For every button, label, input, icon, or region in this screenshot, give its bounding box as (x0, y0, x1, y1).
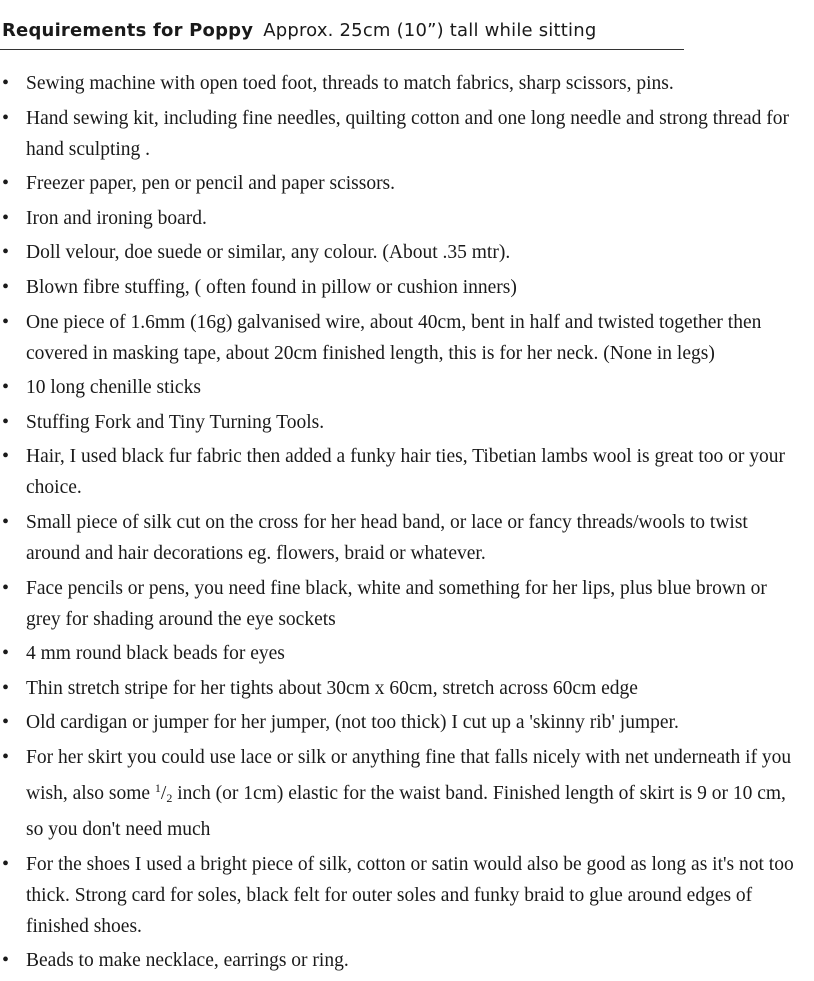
list-item: • 4 mm round black beads for eyes (0, 638, 800, 669)
list-item: • Thin stretch stripe for her tights about 30cm x 60cm, stretch across 60cm edge (0, 673, 800, 704)
list-item: • Stuffing Fork and Tiny Turning Tools. (0, 407, 800, 438)
list-item: • For the shoes I used a bright piece of silk, cotton or satin would also be good as long as it's not too thick. Strong card for soles, black felt for outer soles and funky braid to glue around edges of finished shoes. (0, 849, 800, 942)
list-item-skirt (0, 742, 800, 845)
heading-subtitle: Approx. 25cm (10”) tall while sitting (263, 20, 597, 41)
list-item: • Hair, I used black fur fabric then added a funky hair ties, Tibetian lambs wool is great too or your choice. (0, 441, 800, 503)
half-fraction: $^1/_2$ (154, 780, 173, 805)
requirements-list (0, 68, 800, 980)
list-item: • Sewing machine with open toed foot, threads to match fabrics, sharp scissors, pins. (0, 68, 800, 99)
fraction-denominator: 2 (166, 790, 173, 805)
list-item: • Face pencils or pens, you need fine black, white and something for her lips, plus blue brown or grey for shading around the eye sockets (0, 573, 800, 635)
list-item: • 10 long chenille sticks (0, 372, 800, 403)
heading-title: Requirements for Poppy (2, 20, 254, 41)
fraction-numerator: 1 (154, 780, 161, 795)
list-item: • One piece of 1.6mm (16g) galvanised wire, about 40cm, bent in half and twisted together then covered in masking tape, about 20cm finished length, this is for her neck. (None in legs) (0, 307, 800, 369)
skirt-text-before: For her skirt you could use lace or silk or anything fine that falls nicely with net underneath if you wish, also some (26, 746, 792, 804)
skirt-text-after: inch (or 1cm) elastic for the waist band. Finished length of skirt is 9 or 10 cm, so you don't need much (26, 782, 786, 840)
list-item: • Beads to make necklace, earrings or ring. (0, 945, 800, 976)
list-item: • Blown fibre stuffing, ( often found in pillow or cushion inners) (0, 272, 800, 303)
heading-underline (0, 49, 684, 50)
list-item: • Doll velour, doe suede or similar, any colour. (About .35 mtr). (0, 237, 800, 268)
list-item: • Iron and ironing board. (0, 203, 800, 234)
list-item: • Small piece of silk cut on the cross for her head band, or lace or fancy threads/wools to twist around and hair decorations eg. flowers, braid or whatever. (0, 507, 800, 569)
list-item: • Old cardigan or jumper for her jumper, (not too thick) I cut up a 'skinny rib' jumper. (0, 707, 800, 738)
list-item: • Hand sewing kit, including fine needles, quilting cotton and one long needle and strong thread for hand sculpting . (0, 103, 800, 165)
list-item: • Freezer paper, pen or pencil and paper scissors. (0, 168, 800, 199)
requirements-heading (2, 20, 596, 41)
